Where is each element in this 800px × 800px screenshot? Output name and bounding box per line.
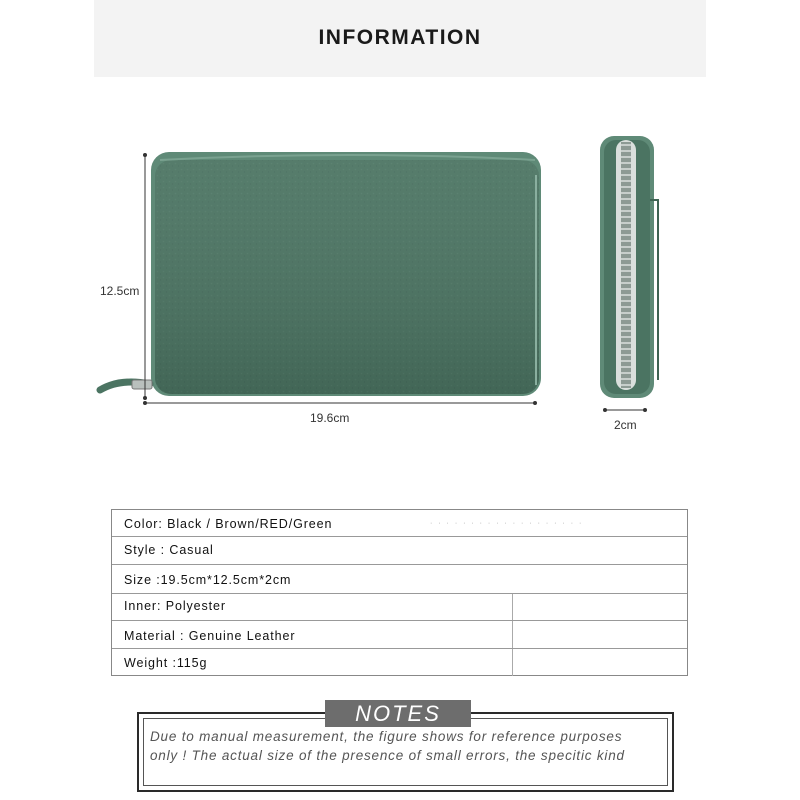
faint-watermark-marks: · · · · · · · · · · · · · · · · · · · — [430, 520, 584, 527]
width-label: 19.6cm — [310, 411, 350, 425]
spec-style-text: Style : Casual — [124, 543, 214, 557]
notes-title-badge — [325, 700, 471, 727]
page-title: INFORMATION — [318, 26, 482, 49]
depth-dimension-line — [603, 408, 647, 412]
depth-label: 2cm — [614, 418, 637, 432]
notes-text-line-1: Due to manual measurement, the figure shows for reference purposes — [150, 729, 623, 744]
spec-color-text: Color: Black / Brown/RED/Green — [124, 517, 333, 531]
spec-weight-text: Weight :115g — [124, 656, 208, 670]
zipper-pull — [100, 380, 152, 390]
notes-title: NOTES — [355, 701, 441, 726]
spec-size-text: Size :19.5cm*12.5cm*2cm — [124, 573, 292, 587]
width-dimension-line — [143, 401, 537, 405]
spec-row-material — [112, 621, 687, 649]
spec-inner-text: Inner: Polyester — [124, 599, 226, 613]
height-dimension-line — [143, 153, 147, 400]
height-label: 12.5cm — [100, 284, 140, 298]
spec-material-text: Material : Genuine Leather — [124, 629, 296, 643]
spec-row-inner — [112, 594, 687, 621]
spec-row-color — [112, 510, 687, 537]
spec-row-style — [112, 537, 687, 565]
spec-row-weight — [112, 649, 687, 676]
wallet-front — [151, 152, 541, 396]
spec-table — [111, 509, 688, 676]
wallet-side — [600, 136, 658, 398]
notes-text-line-2: only ! The actual size of the presence of small errors, the specitic kind — [150, 748, 625, 763]
spec-row-size — [112, 565, 687, 594]
